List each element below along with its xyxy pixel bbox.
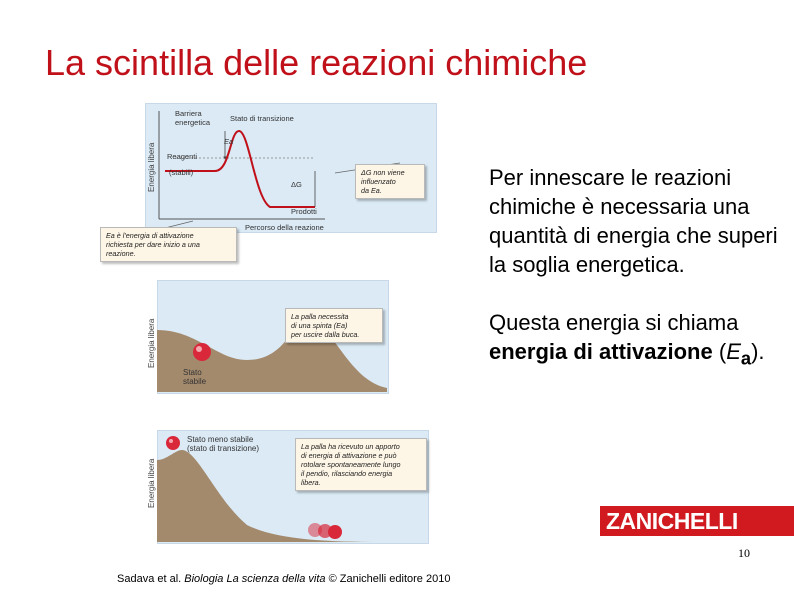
intro-paragraph: Per innescare le reazioni chimiche è necessaria una quantità di energia che superi la soglia energetica. <box>489 165 778 277</box>
body-text <box>489 163 779 372</box>
transition-state-label: Stato di transizione <box>230 114 294 123</box>
ea-label: Ea <box>224 137 234 146</box>
x-axis-label: Percorso della reazione <box>245 223 324 232</box>
delta-g-label: ΔG <box>291 180 302 189</box>
delta-g-note: ΔG non viene influenzato da Ea. <box>355 164 425 199</box>
stable-state-label: Stato stabile <box>183 368 207 386</box>
source-credit: Sadava et al. Biologia La scienza della vita © Zanichelli editore 2010 <box>117 573 451 585</box>
panel3-y-axis: Energia libera <box>147 458 156 508</box>
reactants-sub-label: (stabili) <box>169 168 194 177</box>
push-note: La palla necessita di una spinta (Ea) per uscire dalla buca. <box>285 308 383 343</box>
panel1-y-axis: Energia libera <box>147 142 156 192</box>
page-number: 10 <box>738 546 750 560</box>
activation-energy-note: Ea è l'energia di attivazione richiesta per dare inizio a una reazione. <box>100 227 237 262</box>
products-label: Prodotti <box>291 207 317 216</box>
less-stable-label: Stato meno stabile (stato di transizione) <box>187 435 260 453</box>
definition-paragraph: Questa energia si chiama energia di attivazione $(E_a)$. <box>489 310 765 369</box>
reactants-label: Reagenti <box>167 152 198 161</box>
slide-title: La scintilla delle reazioni chimiche <box>45 42 588 83</box>
zanichelli-logo: ZANICHELLI <box>600 506 794 536</box>
rolling-note: La palla ha ricevuto un apporto di energia di attivazione e può rotolare spontaneamente lungo il pendio, rilasciando energia libera. <box>295 438 427 491</box>
panel2-y-axis: Energia libera <box>147 318 156 368</box>
barrier-label: Barriera energetica <box>175 109 211 127</box>
